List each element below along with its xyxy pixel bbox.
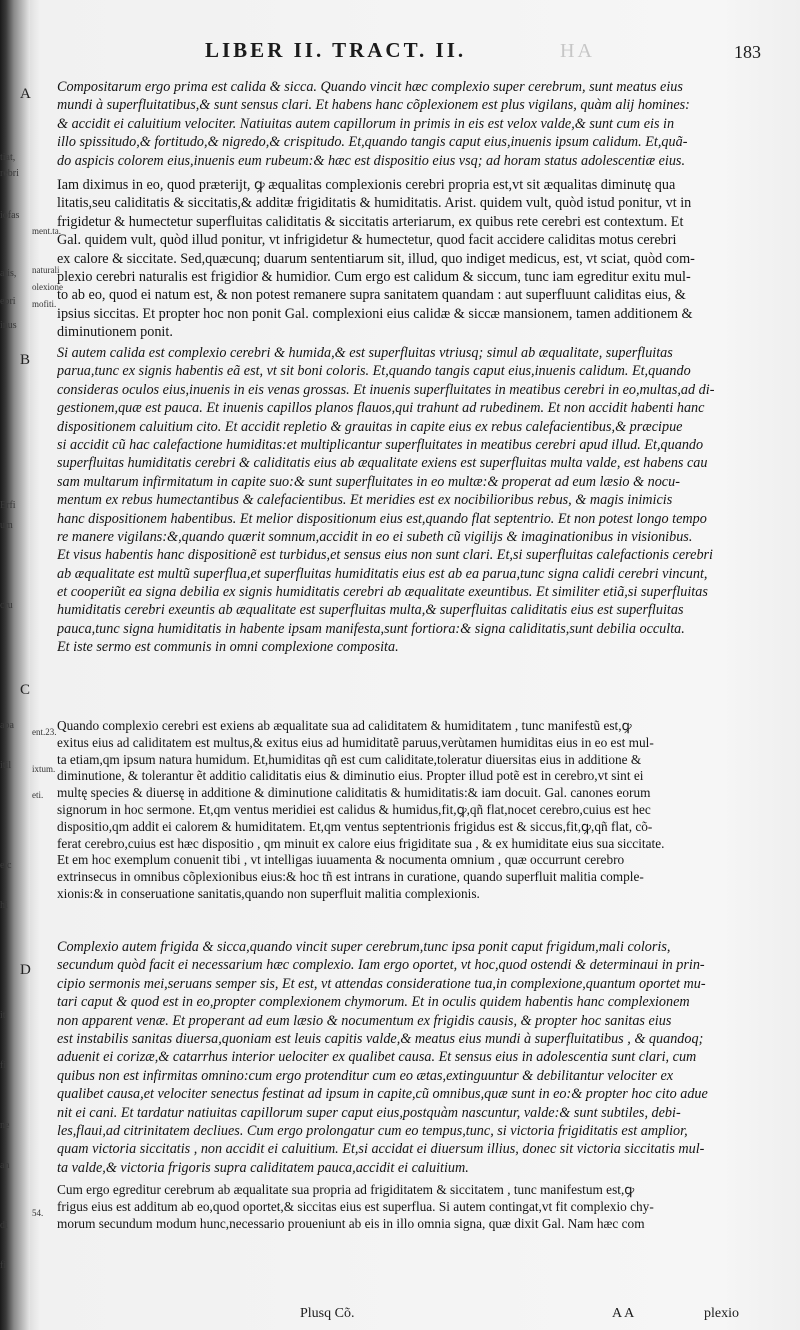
margin-note: 54. — [32, 1208, 44, 1218]
bleed-text: rebri — [0, 168, 19, 179]
bleed-text: alis, — [0, 268, 17, 279]
bleed-text: di — [0, 1220, 8, 1231]
margin-note: eti. — [32, 790, 44, 800]
text-line: diminutione, & tolerantur ẽt additio caliditatis eius & diminutio eius. Propter illud potẽ est in cerebro,vt sint ei — [57, 768, 644, 784]
text-line: diminutionem ponit. — [57, 324, 173, 341]
text-line: non apparent venæ. Et properant ad eum læsio & nocumentum ex frigidis causis, & propter hoc sanitas eius — [57, 1012, 672, 1029]
text-line: tari caput & quod est in eo,propter complexionem chymorum. Et in oculis quidem habentis hanc complexionem — [57, 994, 690, 1011]
text-line: plexio cerebri naturalis est frigidior & humidior. Cum ergo est calidum & siccum, tunc iam egreditur exitu mul- — [57, 268, 691, 285]
text-line: to ab eo, quod ei natum est, & non potest remanere supra sanitatem quandam : aut superfluunt caliditas eius, & — [57, 287, 686, 304]
text-line: hanc dispositionem habentibus. Et melior dispositionum eius est,quando flat septentrio. Et non potest longo tempo — [57, 510, 707, 527]
text-line: ex calore & siccitate. Sed,quæcunq; duarum sententiarum sit, illud, quo indiget medicus, est, vt sciat, quòd com- — [57, 250, 695, 267]
text-line: illo spissitudo,& fortitudo,& nigredo,& crispitudo. Et,quando tangis caput eius,inuenis ipsum calidum. Et,quã- — [57, 134, 688, 151]
bleed-text: tiat, — [0, 152, 16, 163]
bleed-text: hi — [0, 900, 8, 911]
text-line: aduenit ei corizæ,& catarrhus interior uelociter ex qualibet causa. Et sensus eius in adolescentia sunt clari, cum — [57, 1049, 697, 1066]
text-line: & accidit ei caluitium velociter. Natiuitas autem capillorum in primis in eis est velox valde,& sunt cum eis in — [57, 115, 675, 132]
text-line: dispositionem caluitium cito. Et accidit repletio & grauitas in capite eius ex rebus calefacientibus,& præcipue — [57, 418, 683, 435]
running-head: LIBER II. TRACT. II. — [205, 38, 467, 62]
text-line: frigus eius est additum ab eo,quod oportet,& siccitas eius est superflua. Si autem contingat,vt fit complexio chy- — [57, 1198, 654, 1214]
text-line: est instabilis sanitas diuersa,quoniam est leuis capitis valde,& meatus eius mundi à superfluitatibus , & quandoq; — [57, 1030, 704, 1047]
paragraph-a-commentary — [57, 176, 779, 342]
paragraph-d — [57, 938, 779, 1177]
bleed-text: fi — [0, 1060, 7, 1071]
margin-note: ent.23. — [32, 727, 57, 737]
text-line: si accidit cũ hac calefactione humiditas:et multiplicantur superfluitates in meatibus cerebri apud illud. Et,quando — [57, 436, 704, 453]
text-line: Iam diximus in eo, quod præterijt, ꝙ æqualitas complexionis cerebri propria est,vt sit æqualitas diminutę qua — [57, 177, 676, 193]
text-line: ta valde,& victoria frigoris supra caliditatem pauca,accidit ei caluitium. — [57, 1159, 469, 1176]
text-line: xionis:& in conseruatione sanitatis,quando non superfluit malitia complexionis. — [57, 885, 480, 901]
text-line: qualibet causa,et velociter senectus festinat ad ipsum in capite,cũ omnibus,quæ sunt in eo:& propter hoc cito adue — [57, 1086, 708, 1103]
text-line: Si autem calida est complexio cerebri & humida,& est superfluitas vtriusq; simul ab æqualitate, superfluitas — [57, 345, 673, 361]
paragraph-a — [57, 78, 779, 170]
signature-direction: Plusq Cõ. — [300, 1306, 355, 1321]
text-line: Complexio autem frigida & sicca,quando vincit super cerebrum,tunc ipsa ponit caput frigidum,mali coloris, — [57, 939, 671, 955]
text-line: multę species & diuersę in additione & diminutione caliditatis & humiditatis:& iam docuit. Gal. canones eorum — [57, 785, 651, 801]
page-number: 183 — [734, 42, 761, 62]
show-through-text: HA — [560, 40, 595, 62]
text-line: Cum ergo egreditur cerebrum ab æqualitate sua propria ad frigiditatem & siccitatem , tunc manifestum est,ꝙ — [57, 1182, 635, 1197]
text-line: quibus non est infirmitas omnino:cum ergo protenditur cum eo ætas,extinguuntur & debilitantur velociter ex — [57, 1067, 674, 1084]
section-marker-a: A — [20, 86, 31, 102]
text-line: et cooperiũt ea signa debilia ex signis humiditatis cerebri ab æqualitate exeuntibus. Et similiter etiã,si superfluitas — [57, 584, 708, 601]
text-line: Et em hoc exemplum conuenit tibi , vt intelligas iuuamenta & nocumenta omnium , quæ occurrunt cerebro — [57, 852, 625, 868]
text-line: mentum ex rebus humectantibus & calefacientibus. Et meridies est ex nocibilioribus rebus, & magis inimicis — [57, 492, 673, 509]
text-line: Et iste sermo est communis in omni complexione composita. — [57, 639, 399, 656]
bleed-text: inus — [0, 320, 17, 331]
margin-note: ixtum. — [32, 764, 56, 774]
section-marker-b: B — [20, 352, 31, 368]
text-line: ipsius siccitas. Et propter hoc non ponit Gal. complexioni eius calidæ & siccæ mansionem, tamen additionem & — [57, 305, 693, 322]
bleed-text: um — [0, 520, 13, 531]
paragraph-e — [57, 1182, 779, 1232]
bleed-text: it — [0, 1010, 6, 1021]
text-line: litatis,seu caliditatis & siccitatis,& additæ frigiditatis & humiditatis. Arist. quidem vult, quòd istud ponitur, vt in — [57, 195, 692, 212]
signature-mark: A A — [612, 1306, 635, 1321]
text-line: gestionem,quæ est pauca. Et inuenis capillos planos flauos,qui trahunt ad rubedinem. Et non accidit habenti hanc — [57, 400, 705, 417]
text-line: humiditatis cerebri exeuntis ab æqualitate est superfluitas multa,& superfluitas caliditatis eius est superfluitas — [57, 602, 684, 619]
text-line: sam multarum infirmitatum in capite suo:& sunt superfluitates in eo multæ:& properat ad eum læsio & nocu- — [57, 473, 680, 490]
text-line: quam victoria siccitatis , non accidit ei caluitium. Et,si accidat ei diuersum illius, donec sit victoria siccitatis mul- — [57, 1141, 705, 1158]
text-line: secundum quòd facit ei necessarium hæc complexio. Iam ergo oportet, vt hoc,quod ostendi & determinaui in prin- — [57, 957, 705, 974]
text-line: exitus eius ad caliditatem est multus,& exitus eius ad humiditatẽ paruus,verùtamen humiditas eius in eo est mul- — [57, 734, 654, 750]
text-line: Compositarum ergo prima est calida & sicca. Quando vincit hæc complexio super cerebrum, sunt meatus eius — [57, 79, 683, 95]
bleed-text: ne — [0, 1120, 10, 1131]
text-line: signorum in hoc sermone. Et,qm ventus meridiei est calidus & humidus,fit,ꝙ,qñ flat,nocet cerebro,cuius est hec — [57, 801, 651, 817]
text-line: superfluitas humiditatis cerebri & caliditatis eius ab æqualitate exiens est superfluitas multa valde, est habens cau — [57, 455, 708, 472]
section-marker-d: D — [20, 962, 31, 978]
bleed-text: an — [0, 1160, 10, 1171]
catchword: plexio — [704, 1306, 739, 1321]
bleed-text: ebri — [0, 296, 16, 307]
text-line: Quando complexio cerebri est exiens ab æqualitate sua ad caliditatem & humiditatem , tunc manifestũ est,ꝙ — [57, 718, 632, 733]
text-line: parua,tunc ex signis habentis eã est, vt sit boni coloris. Et,quando tangis caput eius,inuenis calidum. Et,quando — [57, 363, 691, 380]
paragraph-c — [57, 718, 779, 903]
text-line: frigidetur & humectetur superfluitas caliditatis & siccitatis arteriarum, ex quibus rete cerebri est contextum. Et — [57, 213, 684, 230]
text-line: re manere vigilans:&,quando quærit somnum,accidit in eo ei subeth cũ vigilijs & imaginationibus in visionibus. — [57, 528, 693, 545]
text-line: extrinsecus in omnibus cõplexionibus eius:& hoc tñ est intrans in curatione, quando superfluit malitia comple- — [57, 869, 644, 885]
bleed-text: Erfi — [0, 500, 16, 511]
text-line: ab æqualitate est multũ superflua,et superfluitas humiditatis eius est ab ea parua,tunc signa calidi cerebri vincunt, — [57, 565, 708, 582]
section-marker-c: C — [20, 682, 31, 698]
text-line: mundi à superfluitatibus,& sunt sensus clari. Et habens hanc cõplexionem est plus vigilans, quàm alij homines: — [57, 97, 690, 114]
bleed-text: itil — [0, 760, 12, 771]
text-line: les,flaui,ad citrinitatem decliues. Cum ergo prolongatur cum eo tempus,tunc, si victoria frigiditatis est amplior, — [57, 1122, 688, 1139]
text-line: ferat cerebro,cuius est hæc dispositio , qm minuit ex calore eius frigiditate sua , & ex humiditate eius sua siccitate. — [57, 835, 665, 851]
margin-note: olexione — [32, 282, 63, 292]
text-line: do aspicis colorem eius,inuenis eum rubeum:& hæc est dispositio eius vsq; ad horam status adolescentiæ eius. — [57, 152, 686, 169]
facing-page-edge — [0, 0, 30, 1330]
text-line: consideras oculos eius,inuenis in eis venas grossas. Et inuenis superfluitates in meatibus cerebri in eo,multas,ad di- — [57, 381, 715, 398]
bleed-text: fi — [0, 1260, 7, 1271]
bleed-text: cru — [0, 600, 13, 611]
text-line: ta etiam,qm ipsum natura humidum. Et,humiditas qñ est cum caliditate,toleratur diuersitas eius in additione & — [57, 751, 642, 767]
text-line: morum secundum modum hunc,necessario proueniunt ab eis in illo omnia signa, quæ dixit Gal. Nam hæc com — [57, 1215, 645, 1231]
bleed-text: apa — [0, 720, 14, 731]
bleed-text: e c — [0, 860, 12, 871]
text-line: cipio sermonis mei,seruans semper sis, Et est, vt attendas consideratione tua,in complexione,quantum oportet mu- — [57, 975, 706, 992]
text-line: dispositio,qm addit ei calorem & humiditatem. Et,qm ventus septentrionis frigidus est & siccus,fit,ꝙ,qñ flat, cõ- — [57, 818, 653, 834]
margin-note: ment.ta. — [32, 226, 61, 236]
margin-note: mofiti. — [32, 299, 57, 309]
text-line: nit ei cani. Et tardatur natiuitas capillorum super caput eius,postquàm nascuntur, valde:& sunt subtiles, debi- — [57, 1104, 681, 1121]
text-line: Gal. quidem vult, quòd illud ponitur, vt infrigidetur & humectetur, quod facit accidere caliditas motus cerebri — [57, 232, 677, 249]
bleed-text: iofas — [0, 210, 20, 221]
text-line: pauca,tunc signa humiditatis in habente ipsam manifesta,sunt fortiora:& signa caliditatis,sunt debilia occulta. — [57, 620, 685, 637]
text-line: Et visus habentis hanc dispositionẽ est turbidus,et sensus eius non sunt clari. Et,si superfluitas calefactionis cerebri — [57, 547, 713, 564]
paragraph-b — [57, 344, 779, 657]
margin-note: naturali — [32, 265, 60, 275]
